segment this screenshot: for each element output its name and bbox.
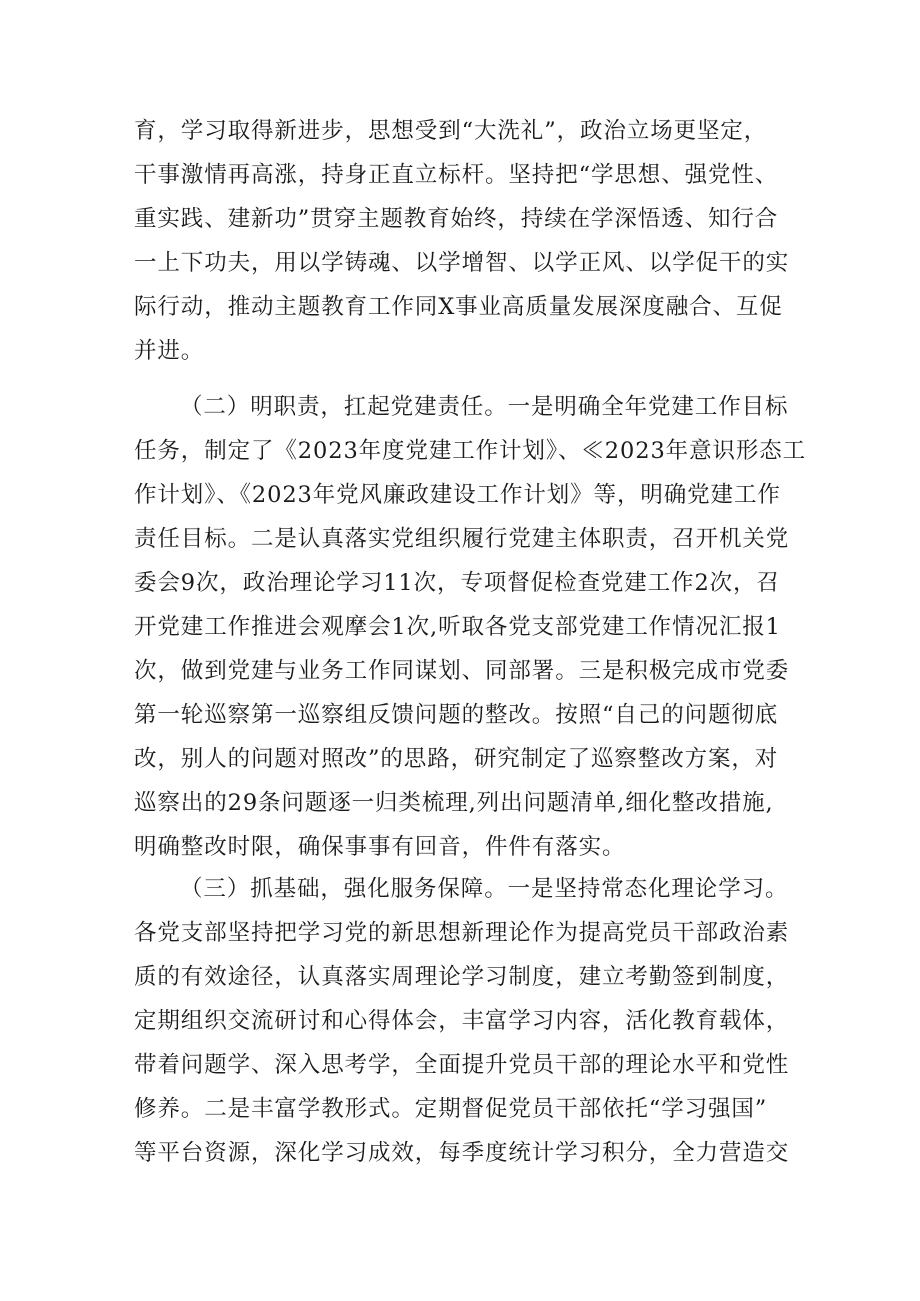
text-line: 重实践、建新功”贯穿主题教育始终，持续在学深悟透、知行合 (134, 206, 779, 232)
text-line: （三）抓基础，强化服务保障。一是坚持常态化理论学习。 (180, 876, 789, 902)
text-line: 任务，制定了《2023年度党建工作计划》、≪2023年意识形态工 (134, 438, 807, 464)
text-line: 定期组织交流研讨和心得体会，丰富学习内容，活化教育载体， (134, 1008, 790, 1034)
text-line: 并进。 (134, 338, 205, 364)
text-line: 作计划》、《2023年党风廉政建设工作计划》等，明确党建工作 (134, 482, 781, 508)
text-line: （二）明职责，扛起党建责任。一是明确全年党建工作目标 (180, 394, 789, 420)
text-line: 开党建工作推进会观摩会1次,听取各党支部党建工作情况汇报1 (134, 614, 781, 640)
text-line: 各党支部坚持把学习党的新思想新理论作为提高党员干部政治素 (134, 920, 790, 946)
text-line: 委会9次，政治理论学习11次，专项督促检查党建工作2次，召 (134, 570, 780, 596)
text-line: 修养。二是丰富学教形式。定期督促党员干部依托“学习强国” (134, 1096, 768, 1122)
text-line: 际行动，推动主题教育工作同X事业高质量发展深度融合、互促 (134, 294, 783, 320)
paragraph-2 (134, 394, 814, 860)
text-line: 育，学习取得新进步，思想受到“大洗礼”，政治立场更坚定， (134, 118, 768, 144)
text-line: 质的有效途径，认真落实周理论学习制度，建立考勤签到制度， (134, 964, 790, 990)
paragraph-1 (134, 118, 814, 364)
text-line: 改，别人的问题对照改”的思路，研究制定了巡察整改方案，对 (134, 746, 779, 772)
text-line: 次，做到党建与业务工作同谋划、同部署。三是积极完成市党委 (134, 658, 790, 684)
text-line: 一上下功夫，用以学铸魂、以学增智、以学正风、以学促干的实 (134, 250, 790, 276)
text-line: 明确整改时限，确保事事有回音，件件有落实。 (134, 834, 626, 860)
text-line: 干事激情再高涨，持身正直立标杆。坚持把“学思想、强党性、 (134, 162, 779, 188)
text-line: 等平台资源，深化学习成效，每季度统计学习积分，全力营造交 (134, 1140, 790, 1166)
text-line: 责任目标。二是认真落实党组织履行党建主体职责，召开机关党 (134, 526, 790, 552)
text-line: 第一轮巡察第一巡察组反馈问题的整改。按照“自己的问题彻底 (134, 702, 779, 728)
text-line: 带着问题学、深入思考学，全面提升党员干部的理论水平和党性 (134, 1052, 790, 1078)
text-line: 巡察出的29条问题逐一归类梳理,列出问题清单,细化整改措施, (134, 790, 774, 816)
paragraph-3 (134, 876, 814, 1166)
